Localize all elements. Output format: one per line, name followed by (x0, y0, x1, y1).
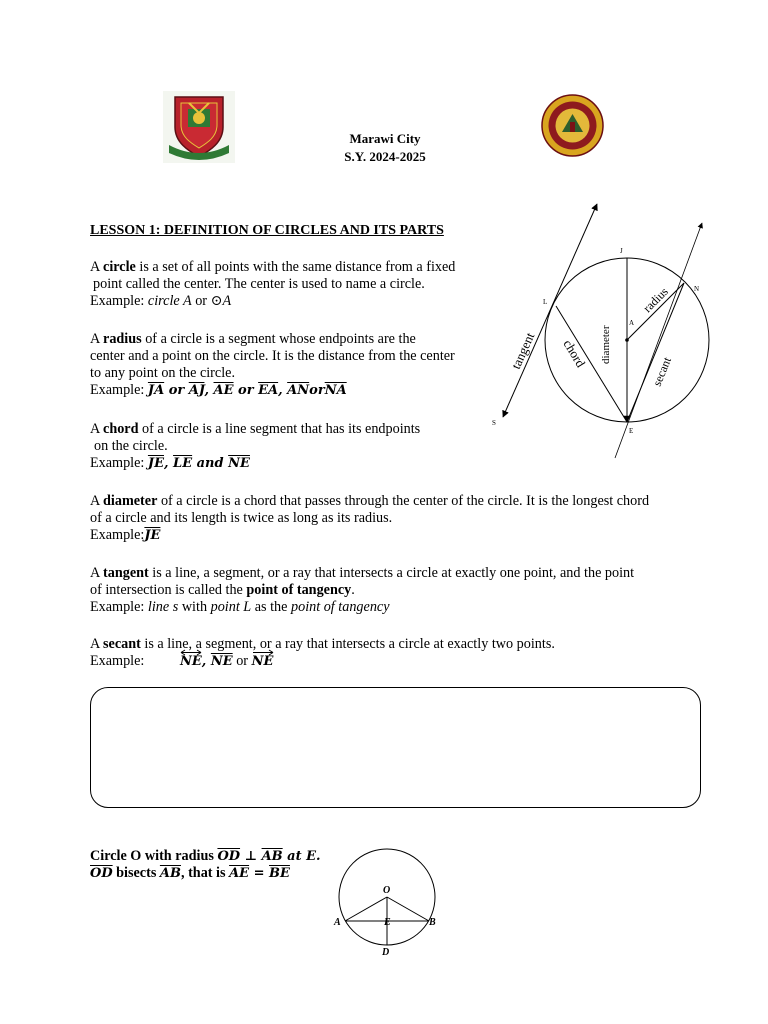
center-point (625, 338, 629, 342)
term-tangent: tangent (103, 565, 149, 581)
segment-notation: $\overline{OD}$ (90, 866, 113, 881)
label-e: E (629, 427, 634, 435)
radius-definition: A radius of a circle is a segment whose endpoints are the center and a point on the circle. It is the distance from the center to any point on the circle. Example: $\overline{JA}$ or $\overline{AJ}$, $\overline{AE}$ or $\overline{EA}$, $\overline{AN}or\overline{NA}$ (90, 331, 490, 399)
lesson-title: LESSON 1: DEFINITION OF CIRCLES AND ITS PARTS (90, 223, 444, 238)
definition-text: is a set of all points with the same distance from a fixed (135, 259, 456, 275)
segment-notation: $\overline{EA}$ (258, 383, 279, 398)
segment-notation: $\overline{OD}$ (217, 849, 241, 864)
definition-text: of intersection is called the (90, 582, 247, 598)
ray-arrow-icon (252, 649, 274, 656)
label-diameter: diameter (600, 325, 612, 364)
segment-notation: $\overline{AB}$ (159, 866, 181, 881)
connector-text: with (178, 599, 211, 615)
ray-notation (252, 653, 274, 670)
label-l: L (543, 298, 548, 306)
example-label: Example: (90, 293, 148, 309)
segment-oa (345, 897, 387, 921)
line-notation (180, 653, 202, 670)
line-symbol: NE (180, 654, 202, 669)
connector-text: or (191, 293, 211, 309)
label-e: E (384, 917, 391, 928)
school-crest-logo (163, 91, 235, 163)
tangent-line (503, 204, 597, 417)
segment-notation: $\overline{NE}$ (228, 456, 250, 471)
term-diameter: diameter (103, 493, 158, 509)
connector-text: or (233, 383, 259, 398)
label-a: A (334, 917, 341, 928)
ray-symbol: NE (251, 654, 274, 669)
definition-text: center and a point on the circle. It is the distance from the center (90, 348, 455, 364)
definition-text: of a circle and its length is twice as long as its radius. (90, 510, 393, 526)
circle-parts-diagram (480, 195, 720, 470)
segment-notation: $\overline{JE}$ (144, 528, 161, 543)
circle-definition (90, 259, 490, 310)
segment-notation: $\overline{AE}$ (229, 866, 250, 881)
theorem-text: at E. (282, 849, 321, 864)
article: A (90, 565, 100, 581)
bisector-diagram (325, 845, 445, 960)
double-arrow-icon (180, 649, 202, 656)
equals-symbol: = (249, 866, 270, 881)
term-radius: radius (103, 331, 142, 347)
definition-text: is a line, a segment, or a ray that intersects a circle at exactly two points. (140, 636, 555, 652)
example-value: point L (210, 599, 252, 615)
header-city: Marawi City (349, 131, 421, 146)
example-label: Example: (90, 599, 148, 615)
definition-text: . (351, 582, 355, 598)
connector-text: as the (251, 599, 291, 615)
theorem-text: bisects (112, 865, 160, 881)
segment-notation: $\overline{LE}$ (173, 456, 193, 471)
perpendicular-symbol: ⊥ (240, 849, 262, 864)
chord-segment (556, 306, 627, 422)
example-label: Example: (90, 653, 145, 669)
label-secant: secant (649, 355, 675, 389)
article: A (90, 493, 100, 509)
segment-ob (387, 897, 429, 921)
segment-notation: $\overline{JA}$ (147, 383, 165, 398)
term-chord: chord (103, 421, 139, 437)
article: A (90, 331, 100, 347)
label-radius: radius (640, 284, 671, 316)
article: A (90, 636, 100, 652)
segment-notation: $\overline{JE}$ (147, 456, 164, 471)
label-d: D (382, 947, 390, 958)
theorem-statement (90, 848, 330, 882)
segment-notation: $\overline{NA}$ (324, 383, 347, 398)
note-box (90, 687, 701, 808)
definition-text: is a line, a segment, or a ray that intersects a circle at exactly one point, and the point (148, 565, 635, 581)
example-value: point of tangency (291, 599, 390, 615)
article: A (90, 421, 100, 437)
tangent-definition (90, 565, 710, 616)
example-label: Example: (90, 455, 148, 471)
theorem-text: Circle O with radius (90, 848, 218, 864)
segment-notation: $\overline{AN}$ (287, 383, 310, 398)
chord-definition: A chord of a circle is a line segment that has its endpoints on the circle. Example: $\overline{JE}$, $\overline{LE}$ and $\overline{NE}$ (90, 421, 490, 472)
label-j: J (620, 247, 623, 255)
secant-definition (90, 636, 710, 675)
label-a: A (629, 319, 635, 327)
example-label: Example: (90, 382, 148, 398)
label-s: S (492, 419, 496, 427)
segment-notation: $\overline{BE}$ (269, 866, 290, 881)
definition-text: of a circle is a chord that passes through the center of the circle. It is the longest chord (157, 493, 650, 509)
label-tangent: tangent (508, 330, 538, 372)
school-seal-logo (541, 94, 604, 157)
term-circle: circle (103, 259, 136, 275)
term-secant: secant (103, 636, 141, 652)
connector-text: or (164, 383, 189, 398)
connector-text: and (192, 456, 229, 471)
article: A (90, 259, 100, 275)
segment-notation: $\overline{AJ}$ (188, 383, 205, 398)
definition-text: to any point on the circle. (90, 365, 235, 381)
definition-text: on the circle. (94, 438, 168, 454)
header-school-year: S.Y. 2024-2025 (344, 149, 426, 164)
example-value: ⊙A (210, 293, 232, 309)
label-o: O (383, 885, 391, 896)
school-crest-shield-icon (163, 91, 235, 163)
segment-notation: $\overline{AB}$ (261, 849, 283, 864)
segment-notation: $\overline{NE}$ (210, 654, 233, 669)
connector-text: or (232, 653, 252, 669)
segment-notation: $\overline{AE}$ (213, 383, 234, 398)
secant-examples: NE, $\overline{NE}$ or NE (180, 653, 273, 670)
theorem-text: , that is (180, 865, 230, 881)
example-value: line s (147, 599, 179, 615)
definition-text: of a circle is a line segment that has its endpoints (138, 421, 421, 437)
diameter-definition (90, 493, 710, 544)
example-value: circle A (147, 293, 192, 309)
connector-text: or (309, 383, 325, 398)
example-label: Example: (90, 527, 145, 543)
term-point-of-tangency: point of tangency (246, 582, 352, 598)
round-school-seal-icon (541, 94, 604, 157)
definition-text: of a circle is a segment whose endpoints are the (141, 331, 416, 347)
definition-text: point called the center. The center is used to name a circle. (93, 276, 425, 292)
label-n: N (694, 285, 700, 293)
label-chord: chord (560, 336, 589, 370)
label-b: B (429, 917, 436, 928)
